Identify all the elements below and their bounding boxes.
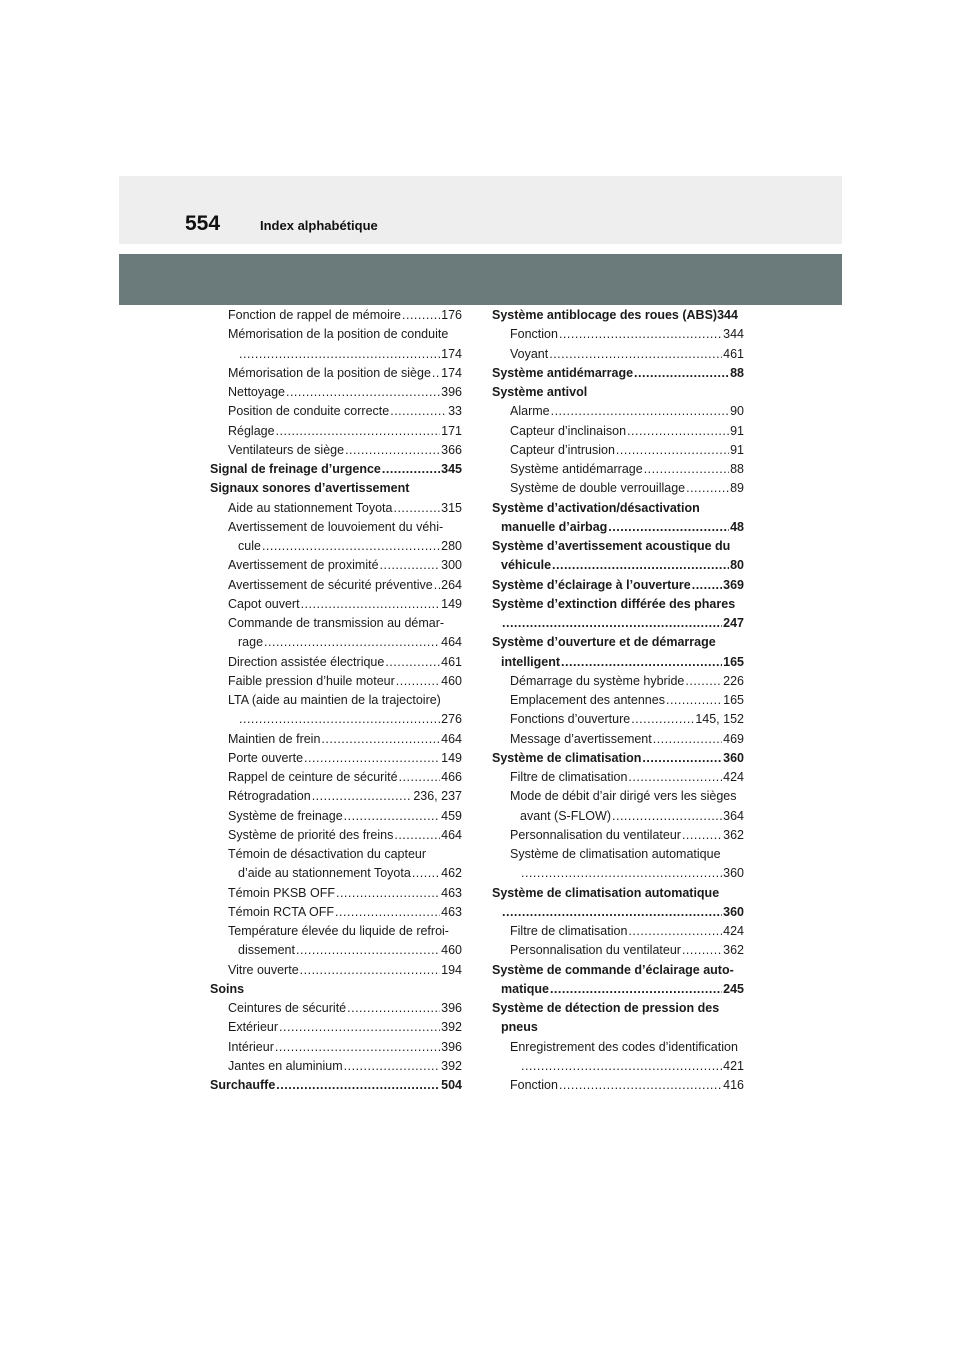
index-entry — [210, 884, 462, 903]
dot-leader — [608, 518, 729, 537]
dot-leader — [345, 441, 440, 460]
index-entry-text: Fonction de rappel de mémoire — [228, 308, 402, 322]
dot-leader — [412, 864, 440, 883]
dot-leader — [264, 633, 440, 652]
index-entry-page: 91 — [730, 423, 744, 438]
index-entry-page: 236, 237 — [413, 789, 462, 804]
index-entry — [210, 980, 462, 999]
dot-leader — [521, 864, 722, 883]
index-entry — [492, 325, 744, 344]
index-entry-page: 171 — [441, 423, 462, 438]
index-entry — [210, 749, 462, 768]
index-entry-text: Signal de freinage d’urgence — [210, 462, 381, 476]
index-entry — [210, 922, 462, 941]
index-entry — [210, 730, 462, 749]
index-entry-page: 345 — [441, 462, 462, 476]
index-entry-text: Maintien de frein — [228, 731, 321, 746]
index-entry-text: Système d’extinction différée des phares — [492, 596, 736, 611]
index-entry-page: 176 — [441, 308, 462, 322]
index-entry-text: Rétrogradation — [228, 789, 311, 804]
index-entry — [210, 961, 462, 980]
index-entry-page: 174 — [441, 365, 462, 380]
index-entry — [492, 730, 744, 749]
dot-leader — [616, 441, 729, 460]
index-entry-page: 90 — [730, 404, 744, 419]
index-entry-page: 88 — [730, 462, 744, 476]
dot-leader — [399, 768, 441, 787]
dot-leader — [692, 576, 722, 595]
index-entry-text: Capteur d’inclinaison — [510, 423, 627, 438]
dot-leader — [627, 422, 729, 441]
index-entry-page: 396 — [441, 385, 462, 399]
index-entry — [210, 441, 462, 460]
section-title: Index alphabétique — [260, 218, 378, 233]
index-entry — [492, 383, 744, 402]
index-entry — [210, 1057, 462, 1076]
section-bar — [119, 254, 842, 305]
index-entry — [492, 1038, 744, 1057]
index-entry-text: Personnalisation du ventilateur — [510, 827, 681, 842]
index-entry-page: 362 — [723, 827, 744, 842]
dot-leader — [642, 749, 722, 768]
index-entry-page: 149 — [441, 750, 462, 765]
index-entry-text: dissement — [238, 943, 295, 958]
dot-leader — [612, 807, 722, 826]
index-entry-page: 464 — [441, 731, 462, 746]
index-entry-page: 344 — [723, 327, 744, 342]
index-entry — [492, 364, 744, 383]
dot-leader — [301, 595, 441, 614]
index-entry-text: Personnalisation du ventilateur — [510, 943, 681, 958]
index-entry — [210, 768, 462, 787]
index-entry-text: Avertissement de sécurité préventive — [228, 577, 433, 592]
index-entry-page: 466 — [441, 770, 462, 784]
index-entry-text: Direction assistée électrique — [228, 654, 385, 669]
index-entry — [492, 941, 744, 960]
index-entry — [492, 614, 744, 633]
dot-leader — [685, 672, 722, 691]
index-entry-page: 362 — [723, 943, 744, 958]
index-entry-text: Système antivol — [492, 385, 588, 399]
index-entry — [492, 518, 744, 537]
index-entry-text: Système de freinage — [228, 808, 343, 823]
index-entry — [210, 941, 462, 960]
dot-leader — [550, 980, 722, 999]
index-entry — [492, 441, 744, 460]
index-entry-text: Système de priorité des freins — [228, 827, 394, 842]
index-entry-page: 280 — [441, 539, 462, 553]
index-entry-text: Signaux sonores d’avertissement — [210, 481, 410, 496]
index-entry-page: 33 — [448, 404, 462, 419]
dot-leader — [666, 691, 722, 710]
index-entry — [210, 364, 462, 383]
index-entry — [492, 1076, 744, 1095]
index-entry — [210, 325, 462, 344]
index-entry-page: 48 — [730, 519, 744, 534]
dot-leader — [300, 961, 440, 980]
dot-leader — [286, 383, 440, 402]
index-entry-page: 300 — [441, 558, 462, 573]
index-entry-text: manuelle d’airbag — [501, 519, 608, 534]
index-entry — [210, 787, 462, 806]
index-entry-page: 369 — [723, 577, 744, 592]
index-entry-text: Système de climatisation — [492, 750, 642, 765]
index-entry — [492, 672, 744, 691]
dot-leader — [336, 884, 440, 903]
index-entry-page: 392 — [441, 1020, 462, 1035]
index-entry-page: 245 — [723, 981, 744, 996]
dot-leader — [312, 787, 413, 806]
index-entry-text: Mémorisation de la position de siège — [228, 365, 431, 380]
index-entry-text: Système de climatisation automatique — [510, 847, 721, 861]
dot-leader — [296, 941, 440, 960]
index-entry-text: Système d’avertissement acoustique du — [492, 539, 731, 553]
index-entry-text: Soins — [210, 981, 245, 996]
index-entry — [492, 633, 744, 652]
dot-leader — [385, 653, 440, 672]
index-entry — [492, 537, 744, 556]
index-entry-page: 504 — [441, 1078, 462, 1092]
index-entry — [210, 537, 462, 556]
index-entry — [492, 922, 744, 941]
index-entry-text: Rappel de ceinture de sécurité — [228, 770, 398, 784]
dot-leader — [634, 364, 729, 383]
index-entry-page: 194 — [441, 962, 462, 977]
index-entry-text: Ventilateurs de siège — [228, 442, 345, 457]
dot-leader — [276, 1076, 440, 1095]
index-entry-page: 91 — [730, 442, 744, 457]
index-entry-text: Système antidémarrage — [492, 365, 634, 380]
index-entry-text: Système de double verrouillage — [510, 481, 686, 496]
index-entry-text: Avertissement de louvoiement du véhi- — [228, 519, 444, 534]
dot-leader — [434, 576, 440, 595]
index-entry-text: Faible pression d’huile moteur — [228, 673, 395, 688]
dot-leader — [521, 1057, 722, 1076]
index-entry-text: Réglage — [228, 423, 275, 438]
index-entry-page: 360 — [723, 750, 744, 765]
index-entry — [492, 864, 744, 883]
index-entry-text: Fonction — [510, 1078, 558, 1092]
page-number: 554 — [185, 212, 221, 235]
index-entry-text: Système de commande d’éclairage auto- — [492, 962, 734, 977]
dot-leader — [551, 402, 730, 421]
index-entry — [492, 845, 744, 864]
index-entry — [492, 402, 744, 421]
index-entry-text: Système d’ouverture et de démarrage — [492, 635, 716, 650]
index-entry-page: 459 — [441, 808, 462, 823]
index-entry-page: 226 — [723, 673, 744, 688]
dot-leader — [502, 614, 722, 633]
dot-leader — [653, 730, 722, 749]
index-entry-text: Système antidémarrage — [510, 462, 643, 476]
index-entry — [492, 1057, 744, 1076]
index-entry — [210, 306, 462, 325]
index-column-right — [492, 306, 744, 1095]
index-entry-text: cule — [238, 539, 261, 553]
index-entry — [210, 826, 462, 845]
index-entry — [492, 787, 744, 806]
index-entry-text: Porte ouverte — [228, 750, 304, 765]
index-entry-text: Mode de débit d’air dirigé vers les sièges — [510, 789, 737, 804]
index-entry — [210, 691, 462, 710]
index-entry — [492, 345, 744, 364]
index-entry — [492, 499, 744, 518]
index-entry-text: Témoin RCTA OFF — [228, 904, 335, 919]
dot-leader — [682, 941, 722, 960]
index-entry — [210, 845, 462, 864]
index-entry-page: 424 — [723, 770, 744, 784]
dot-leader — [432, 364, 440, 383]
index-entry — [492, 460, 744, 479]
index-entry — [492, 884, 744, 903]
dot-leader — [304, 749, 440, 768]
index-entry-text: Commande de transmission au démar- — [228, 616, 445, 630]
index-entry — [492, 961, 744, 980]
dot-leader — [682, 826, 722, 845]
index-entry-text: Fonctions d’ouverture — [510, 712, 631, 727]
index-entry-text: pneus — [501, 1020, 538, 1035]
index-entry-page: 396 — [441, 1039, 462, 1054]
dot-leader — [686, 479, 729, 498]
index-entry-page: 416 — [723, 1078, 744, 1092]
index-entry-text: Emplacement des antennes — [510, 693, 665, 707]
index-entry-page: 89 — [730, 481, 744, 496]
index-entry — [492, 999, 744, 1018]
index-entry-page: 315 — [441, 500, 462, 515]
dot-leader — [321, 730, 440, 749]
index-entry — [210, 903, 462, 922]
dot-leader — [335, 903, 440, 922]
index-entry — [210, 576, 462, 595]
index-entry — [210, 518, 462, 537]
index-entry — [210, 653, 462, 672]
index-entry-text: Intérieur — [228, 1039, 274, 1054]
index-entry — [210, 807, 462, 826]
dot-leader — [380, 556, 441, 575]
index-entry-page: 461 — [441, 654, 462, 669]
dot-leader — [279, 1018, 440, 1037]
index-entry-page: 165 — [723, 654, 744, 669]
index-entry-text: Surchauffe — [210, 1078, 276, 1092]
index-entry-page: 421 — [723, 1058, 744, 1073]
index-entry-page: 364 — [723, 808, 744, 823]
index-entry — [210, 556, 462, 575]
index-entry — [492, 306, 744, 325]
index-entry-text: Température élevée du liquide de refroi- — [228, 924, 449, 938]
index-entry-page: 88 — [730, 365, 744, 380]
index-entry-page: 247 — [723, 616, 744, 630]
dot-leader — [628, 922, 722, 941]
index-entry-text: Position de conduite correcte — [228, 404, 390, 419]
header-band — [119, 176, 842, 244]
index-entry-text: Filtre de climatisation — [510, 770, 628, 784]
index-entry-page: 462 — [441, 866, 462, 881]
index-entry-text: Jantes en aluminium — [228, 1058, 343, 1073]
index-entry-text: Système antiblocage des roues (ABS) — [492, 308, 718, 322]
index-entry — [210, 345, 462, 364]
index-entry — [492, 653, 744, 672]
dot-leader — [394, 826, 440, 845]
index-entry — [492, 479, 744, 498]
index-entry-text: Aide au stationnement Toyota — [228, 500, 393, 515]
dot-leader — [552, 556, 729, 575]
index-entry-text: Système de climatisation automatique — [492, 885, 720, 900]
index-entry — [210, 864, 462, 883]
index-entry-text: intelligent — [501, 654, 561, 669]
index-entry — [210, 633, 462, 652]
index-entry — [492, 422, 744, 441]
index-entry-text: Mémorisation de la position de conduite — [228, 327, 449, 342]
index-entry — [210, 710, 462, 729]
index-entry — [492, 826, 744, 845]
index-entry-text: matique — [501, 981, 549, 996]
index-entry-text: Démarrage du système hybride — [510, 673, 685, 688]
index-entry-page: 276 — [441, 712, 462, 727]
dot-leader — [275, 1038, 440, 1057]
index-entry-text: Vitre ouverte — [228, 962, 299, 977]
index-entry-text: Alarme — [510, 404, 550, 419]
dot-leader — [559, 1076, 722, 1095]
index-entry-page: 165 — [723, 693, 744, 707]
dot-leader — [344, 807, 440, 826]
index-entry — [210, 422, 462, 441]
index-entry — [210, 499, 462, 518]
index-entry-page: 469 — [723, 731, 744, 746]
index-entry — [210, 479, 462, 498]
index-entry-text: Système d’activation/désactivation — [492, 500, 700, 515]
index-entry-text: d’aide au stationnement Toyota — [238, 866, 411, 881]
index-entry — [492, 768, 744, 787]
index-entry-page: 464 — [441, 827, 462, 842]
index-entry — [492, 691, 744, 710]
index-entry-text: Capteur d’intrusion — [510, 442, 615, 457]
index-entry — [492, 903, 744, 922]
index-entry-text: rage — [238, 635, 264, 650]
index-entry — [492, 749, 744, 768]
index-entry-page: 174 — [441, 346, 462, 361]
index-entry-page: 464 — [441, 635, 462, 650]
index-entry-text: Système d’éclairage à l’ouverture — [492, 577, 691, 592]
index-entry-page: 460 — [441, 673, 462, 688]
index-entry-page: 461 — [723, 346, 744, 361]
index-entry — [210, 460, 462, 479]
dot-leader — [559, 325, 722, 344]
dot-leader — [393, 499, 440, 518]
dot-leader — [239, 710, 440, 729]
index-entry-page: 463 — [441, 904, 462, 919]
index-entry-text: Témoin de désactivation du capteur — [228, 847, 427, 861]
dot-leader — [502, 903, 722, 922]
index-entry-text: Fonction — [510, 327, 558, 342]
index-entry — [210, 402, 462, 421]
index-entry — [210, 383, 462, 402]
dot-leader — [631, 710, 694, 729]
index-entry-text: Système de détection de pression des — [492, 1001, 720, 1015]
index-entry — [492, 556, 744, 575]
index-entry — [210, 1076, 462, 1095]
dot-leader — [262, 537, 440, 556]
index-entry-text: Avertissement de proximité — [228, 558, 379, 573]
index-entry — [492, 576, 744, 595]
index-entry — [210, 1038, 462, 1057]
index-entry — [492, 807, 744, 826]
dot-leader — [239, 345, 440, 364]
index-entry-text: Témoin PKSB OFF — [228, 885, 335, 900]
index-entry — [492, 710, 744, 729]
index-entry-text: Capot ouvert — [228, 596, 300, 611]
index-entry-text: véhicule — [501, 558, 552, 573]
dot-leader — [276, 422, 441, 441]
index-entry — [210, 595, 462, 614]
dot-leader — [549, 345, 722, 364]
index-entry-page: 344 — [717, 308, 738, 322]
dot-leader — [396, 672, 440, 691]
index-entry — [210, 672, 462, 691]
index-entry-page: 264 — [441, 577, 462, 592]
dot-leader — [390, 402, 447, 421]
index-entry — [210, 614, 462, 633]
index-entry — [492, 1018, 744, 1037]
dot-leader — [561, 653, 722, 672]
index-entry-page: 80 — [730, 558, 744, 573]
index-entry-text: Enregistrement des codes d’identification — [510, 1039, 738, 1054]
index-entry-text: Filtre de climatisation — [510, 924, 628, 938]
dot-leader — [382, 460, 440, 479]
index-entry — [210, 999, 462, 1018]
index-entry-page: 149 — [441, 596, 462, 611]
index-entry — [492, 595, 744, 614]
index-entry-text: Extérieur — [228, 1020, 279, 1035]
dot-leader — [402, 306, 440, 325]
dot-leader — [628, 768, 722, 787]
dot-leader — [644, 460, 729, 479]
index-entry-text: Voyant — [510, 346, 549, 361]
index-entry — [210, 1018, 462, 1037]
index-entry-page: 360 — [723, 904, 744, 919]
index-entry-page: 463 — [441, 885, 462, 900]
index-entry-page: 392 — [441, 1058, 462, 1073]
index-entry-page: 360 — [723, 866, 744, 881]
index-entry-page: 366 — [441, 442, 462, 457]
index-entry-text: Message d’avertissement — [510, 731, 652, 746]
index-entry-text: avant (S-FLOW) — [520, 808, 611, 823]
index-entry-text: Ceintures de sécurité — [228, 1001, 347, 1015]
index-entry-text: Nettoyage — [228, 385, 285, 399]
index-entry — [492, 980, 744, 999]
index-entry-page: 145, 152 — [695, 712, 744, 727]
index-entry-page: 396 — [441, 1001, 462, 1015]
index-entry-text: LTA (aide au maintien de la trajectoire) — [228, 693, 441, 707]
index-column-left — [210, 306, 462, 1095]
index-entry-page: 424 — [723, 924, 744, 938]
dot-leader — [344, 1057, 440, 1076]
index-entry-page: 460 — [441, 943, 462, 958]
dot-leader — [347, 999, 440, 1018]
